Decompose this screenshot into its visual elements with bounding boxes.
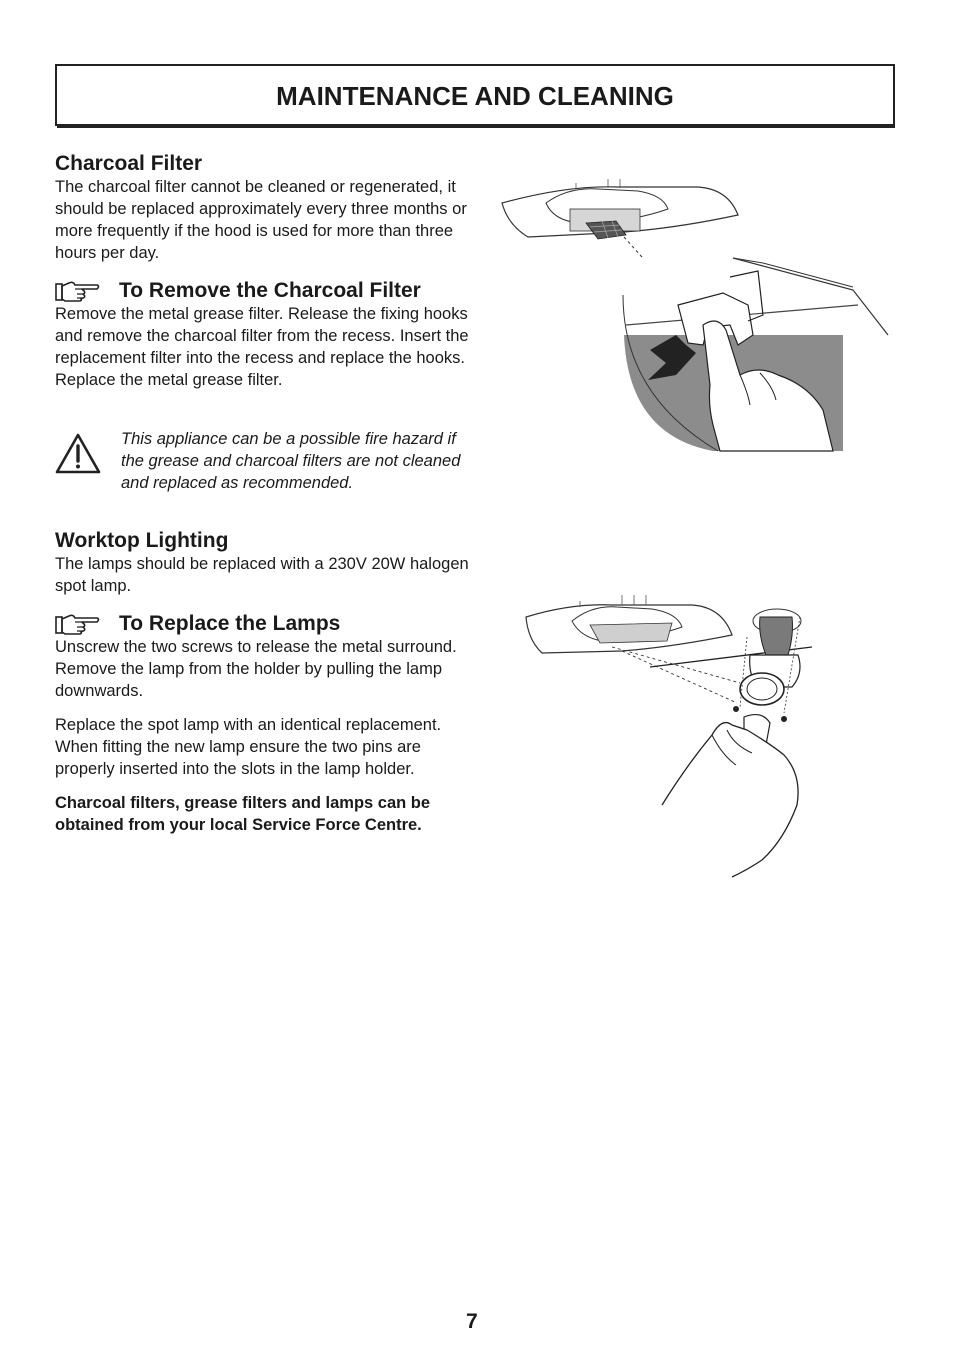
remove-filter-body: Remove the metal grease filter. Release the fixing hooks and remove the charcoal filter from the recess. Insert the replacement filter into the recess and replace the hooks. Replace the metal grease filter. bbox=[55, 305, 469, 389]
charcoal-filter-illustration bbox=[498, 175, 898, 455]
remove-filter-heading-row bbox=[55, 279, 475, 303]
replace-lamps-heading: To Replace the Lamps bbox=[119, 612, 341, 635]
warning-triangle-icon bbox=[55, 432, 101, 474]
charcoal-filter-heading: Charcoal Filter bbox=[55, 152, 203, 175]
page-title: MAINTENANCE AND CLEANING bbox=[276, 81, 674, 111]
pointing-hand-icon bbox=[55, 279, 101, 303]
remove-filter-heading: To Remove the Charcoal Filter bbox=[119, 279, 421, 302]
section-remove-filter bbox=[55, 279, 475, 391]
replace-lamps-body-2: Replace the spot lamp with an identical replacement. When fitting the new lamp ensure the two pins are properly inserted into the slots in the lamp holder. bbox=[55, 716, 442, 778]
service-note: Charcoal filters, grease filters and lamps can be obtained from your local Service Force Centre. bbox=[55, 794, 431, 834]
worktop-lighting-body: The lamps should be replaced with a 230V 20W halogen spot lamp. bbox=[55, 555, 469, 595]
warning-block bbox=[55, 428, 475, 494]
replace-lamps-body-1: Unscrew the two screws to release the metal surround. Remove the lamp from the holder by pulling the lamp downwards. bbox=[55, 638, 457, 700]
title-box bbox=[55, 64, 895, 126]
warning-text: This appliance can be a possible fire hazard if the grease and charcoal filters are not cleaned and replaced as recommended. bbox=[121, 430, 461, 492]
section-worktop-lighting bbox=[55, 529, 475, 597]
charcoal-filter-body: The charcoal filter cannot be cleaned or regenerated, it should be replaced approximately every three months or more frequently if the hood is used for more than three hours per day. bbox=[55, 178, 467, 262]
replace-lamps-heading-row bbox=[55, 612, 475, 636]
pointing-hand-icon bbox=[55, 612, 101, 636]
worktop-lighting-heading: Worktop Lighting bbox=[55, 529, 229, 552]
section-replace-lamps bbox=[55, 612, 475, 836]
page-number: 7 bbox=[466, 1310, 478, 1333]
section-charcoal-filter bbox=[55, 152, 475, 264]
lamp-replacement-illustration bbox=[522, 595, 812, 890]
